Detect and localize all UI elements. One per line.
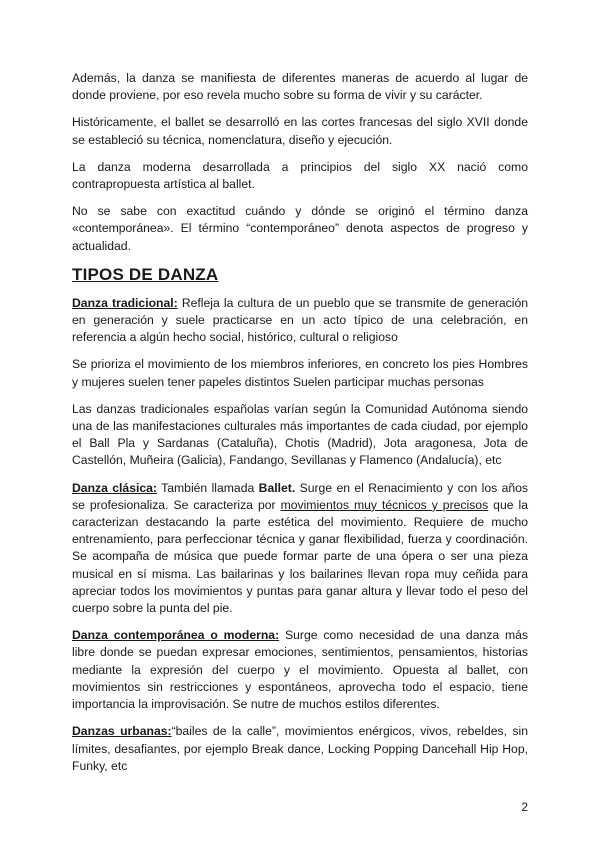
contemporanea-text: Surge como necesidad de una danza más libre donde se puedan expresar emociones, sentimientos, pensamientos, historias mediante la expresión del cuerpo y el movimiento. Opuesta al ballet, con movimientos sin restricciones y espontáneos, aprovecha todo el espacio, tiene importancia la improvisación. Se nutre de muchos estilos diferentes. — [72, 628, 529, 712]
intro-paragraph-3: La danza moderna desarrollada a principios del siglo XX nació como contrapropuesta artística al ballet. — [72, 159, 528, 192]
tradicional-paragraph-3: Las danzas tradicionales españolas varían según la Comunidad Autónoma siendo una de las manifestaciones culturales más importantes de cada ciudad, por ejemplo el Ball Pla y Sardanas (Cataluña), Chotis (Madrid), Jota aragonesa, Jota de Castellón, Muñeira (Galicia), Fandango, Sevillanas y Flamenco (Andalucía), etc — [72, 401, 528, 468]
contemporanea-term: Danza contemporánea o moderna: — [72, 628, 280, 643]
clasica-text-a: También llamada — [157, 480, 259, 495]
document-page — [72, 70, 528, 785]
urbanas-text: “bailes de la calle”, movimientos enérgicos, vivos, rebeldes, sin límites, desafiantes, por ejemplo Break dance, Locking Popping Dancehall Hip Hop, Funky, etc — [72, 724, 528, 773]
tradicional-paragraph — [72, 295, 528, 347]
clasica-text-c: que la caracterizan destacando la parte estética del movimiento. Requiere de mucho entrenamiento, para perfeccionar técnica y ganar flexibilidad, fuerza y coordinación. Se acompaña de música que puede formar parte de una ópera o ser una pieza musical en sí misma. Las bailarinas y los bailarines llevan ropa muy ceñida para apreciar todos los movimientos y puntas para ganar altura y llevar todo el peso del cuerpo sobre la punta del pie. — [72, 497, 528, 616]
clasica-paragraph — [72, 480, 528, 618]
urbanas-paragraph — [72, 723, 528, 775]
intro-paragraph-2: Históricamente, el ballet se desarrolló en las cortes francesas del siglo XVII donde se estableció su técnica, nomenclatura, diseño y ejecución. — [72, 115, 528, 147]
section-heading: TIPOS DE DANZA — [72, 264, 219, 284]
intro-paragraph-4: No se sabe con exactitud cuándo y dónde se originó el término danza «contemporánea». El término “contemporáneo” denota aspectos de progreso y actualidad. — [72, 204, 528, 253]
clasica-ballet: Ballet. — [258, 480, 296, 495]
tradicional-text: Refleja la cultura de un pueblo que se transmite de generación en generación y suele practicarse en un acto típico de una celebración, en referencia a algún hecho social, histórico, cultural o religioso — [72, 295, 529, 345]
page-number: 2 — [521, 800, 528, 814]
tradicional-paragraph-2: Se prioriza el movimiento de los miembros inferiores, en concreto los pies Hombres y mujeres suelen tener papeles distintos Suelen participar muchas personas — [72, 357, 528, 389]
contemporanea-paragraph — [72, 627, 528, 713]
clasica-term: Danza clásica: — [72, 480, 157, 495]
urbanas-term: Danzas urbanas: — [72, 724, 172, 739]
clasica-text-b: Surge en el Renacimiento y con los años se profesionaliza. Se caracteriza por — [72, 480, 529, 512]
tradicional-term: Danza tradicional: — [72, 295, 178, 310]
clasica-underlined: movimientos muy técnicos y precisos — [280, 497, 489, 512]
intro-paragraph-1: Además, la danza se manifiesta de diferentes maneras de acuerdo al lugar de donde proviene, por eso revela mucho sobre su forma de vivir y su carácter. — [72, 71, 528, 103]
